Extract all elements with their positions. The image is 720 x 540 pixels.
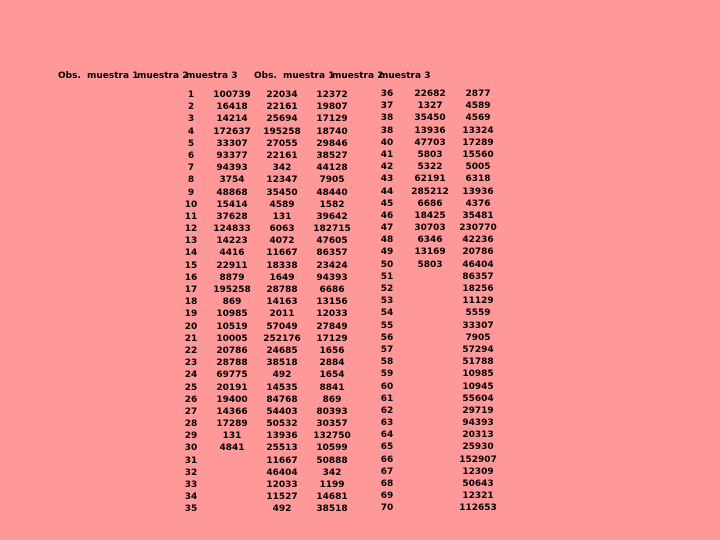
muestra2-value: 2011: [269, 309, 295, 320]
obs-number: 17: [184, 285, 198, 295]
muestra2-value: 57049: [266, 321, 298, 332]
muestra3-value: 4376: [465, 198, 491, 209]
muestra3-value: 112653: [459, 503, 497, 514]
muestra2-value: 6346: [417, 235, 443, 246]
obs-number: 1: [187, 90, 195, 100]
muestra3-value: 6318: [465, 174, 491, 185]
muestra3-value: 48440: [316, 187, 348, 198]
header-muestra1-left: muestra 1: [87, 71, 139, 81]
muestra1-value: 15414: [216, 199, 248, 210]
muestra3-value: 18740: [316, 126, 348, 137]
muestra2-value: 47703: [414, 137, 446, 148]
muestra1-value: 4416: [219, 248, 245, 259]
muestra1-value: 10985: [216, 309, 248, 320]
obs-number: 16: [184, 272, 198, 283]
muestra3-value: 10945: [462, 381, 494, 392]
muestra3-value: 2884: [319, 358, 345, 369]
muestra2-value: 492: [272, 370, 292, 381]
muestra3-value: 1582: [319, 199, 345, 210]
obs-number: 3: [187, 114, 195, 125]
muestra2-value: 6686: [417, 198, 443, 209]
muestra3-value: 25930: [462, 442, 494, 453]
muestra3-value: 39642: [316, 211, 348, 222]
muestra3-value: 6686: [319, 285, 345, 295]
muestra1-value: 33307: [216, 138, 248, 149]
muestra2-value: 5803: [417, 259, 443, 270]
muestra2-value: 22161: [266, 102, 298, 113]
muestra3-value: 2877: [465, 89, 491, 99]
muestra3-value: 38518: [316, 504, 348, 515]
muestra3-value: 1654: [319, 370, 345, 381]
obs-number: 22: [184, 345, 198, 356]
obs-number: 48: [380, 235, 394, 246]
muestra2-value: 11527: [266, 492, 298, 503]
obs-number: 54: [380, 308, 394, 319]
obs-number: 15: [184, 260, 198, 271]
obs-number: 27: [184, 406, 198, 417]
obs-number: 25: [184, 382, 198, 393]
muestra3-value: 57294: [462, 344, 494, 355]
obs-number: 68: [380, 479, 394, 489]
muestra2-value: 4072: [269, 236, 295, 247]
obs-number: 43: [380, 174, 394, 185]
obs-number: 61: [380, 393, 394, 404]
obs-number: 30: [184, 443, 198, 454]
muestra1-value: 10519: [216, 321, 248, 332]
header-muestra3-right: muestra 3: [379, 71, 431, 81]
obs-number: 69: [380, 491, 394, 502]
muestra1-value: 19400: [216, 394, 248, 405]
header-obs-right: Obs.: [254, 71, 277, 81]
muestra2-value: 38518: [266, 358, 298, 369]
obs-number: 11: [184, 211, 198, 222]
obs-number: 32: [184, 467, 198, 478]
muestra2-value: 30703: [414, 223, 446, 234]
muestra3-value: 11129: [462, 296, 494, 307]
muestra1-value: 131: [222, 431, 242, 442]
muestra2-value: 195258: [263, 126, 301, 137]
obs-number: 18: [184, 297, 198, 308]
muestra3-value: 12033: [316, 309, 348, 320]
muestra2-value: 4589: [269, 199, 295, 210]
muestra3-value: 35481: [462, 210, 494, 221]
muestra3-value: 10985: [462, 369, 494, 380]
obs-number: 31: [184, 455, 198, 466]
muestra1-value: 124833: [213, 224, 251, 235]
muestra2-value: 342: [272, 163, 292, 174]
muestra2-value: 25694: [266, 114, 298, 125]
obs-number: 26: [184, 394, 198, 405]
obs-number: 70: [380, 503, 394, 514]
muestra2-value: 11667: [266, 248, 298, 259]
obs-number: 10: [184, 199, 198, 210]
muestra2-value: 22161: [266, 150, 298, 161]
muestra3-value: 5559: [465, 308, 491, 319]
muestra2-value: 22682: [414, 89, 446, 99]
obs-number: 37: [380, 101, 394, 112]
muestra3-value: 20786: [462, 247, 494, 258]
obs-number: 64: [380, 430, 394, 441]
muestra2-value: 13936: [414, 125, 446, 136]
obs-number: 29: [184, 431, 198, 442]
obs-number: 67: [380, 466, 394, 477]
muestra3-value: 12309: [462, 466, 494, 477]
muestra1-value: 14366: [216, 406, 248, 417]
muestra3-value: 5005: [465, 162, 491, 173]
obs-number: 8: [187, 175, 195, 186]
table-header: [0, 71, 720, 85]
obs-number: 35: [184, 504, 198, 515]
muestra3-value: 869: [322, 394, 342, 405]
header-muestra2-right: muestra 2: [332, 71, 384, 81]
muestra3-value: 12372: [316, 90, 348, 100]
obs-number: 62: [380, 405, 394, 416]
muestra3-value: 50888: [316, 455, 348, 466]
muestra3-value: 1656: [319, 345, 345, 356]
muestra3-value: 47605: [316, 236, 348, 247]
muestra3-value: 152907: [459, 454, 497, 465]
obs-number: 5: [187, 138, 195, 149]
header-muestra2-left: muestra 2: [137, 71, 189, 81]
muestra2-value: 54403: [266, 406, 298, 417]
muestra2-value: 13936: [266, 431, 298, 442]
muestra2-value: 27055: [266, 138, 298, 149]
muestra2-value: 25513: [266, 443, 298, 454]
muestra2-value: 1649: [269, 272, 295, 283]
muestra3-value: 12321: [462, 491, 494, 502]
muestra1-value: 4841: [219, 443, 245, 454]
muestra1-value: 37628: [216, 211, 248, 222]
muestra2-value: 11667: [266, 455, 298, 466]
muestra2-value: 252176: [263, 333, 301, 344]
muestra3-value: 46404: [462, 259, 494, 270]
obs-number: 52: [380, 284, 394, 294]
header-muestra1-right: muestra 1: [283, 71, 335, 81]
muestra3-value: 13324: [462, 125, 494, 136]
obs-number: 20: [184, 321, 198, 332]
muestra2-value: 84768: [266, 394, 298, 405]
muestra3-value: 17289: [462, 137, 494, 148]
muestra2-value: 5803: [417, 149, 443, 160]
muestra1-value: 16418: [216, 102, 248, 113]
muestra3-value: 38527: [316, 150, 348, 161]
muestra3-value: 51788: [462, 357, 494, 368]
muestra2-value: 131: [272, 211, 292, 222]
muestra3-value: 13936: [462, 186, 494, 197]
muestra1-value: 195258: [213, 285, 251, 295]
muestra1-value: 93377: [216, 150, 248, 161]
obs-number: 4: [187, 126, 195, 137]
muestra2-value: 6063: [269, 224, 295, 235]
muestra1-value: 869: [222, 297, 242, 308]
muestra2-value: 492: [272, 504, 292, 515]
muestra3-value: 50643: [462, 479, 494, 489]
obs-number: 2: [187, 102, 195, 113]
muestra1-value: 100739: [213, 90, 251, 100]
muestra3-value: 80393: [316, 406, 348, 417]
muestra3-value: 230770: [459, 223, 497, 234]
muestra2-value: 24685: [266, 345, 298, 356]
muestra3-value: 4589: [465, 101, 491, 112]
muestra3-value: 13156: [316, 297, 348, 308]
obs-number: 38: [380, 125, 394, 136]
muestra2-value: 5322: [417, 162, 443, 173]
muestra3-value: 19807: [316, 102, 348, 113]
muestra3-value: 42236: [462, 235, 494, 246]
muestra3-value: 27849: [316, 321, 348, 332]
obs-number: 56: [380, 332, 394, 343]
muestra3-value: 8841: [319, 382, 345, 393]
muestra3-value: 94393: [462, 418, 494, 429]
obs-number: 42: [380, 162, 394, 173]
muestra3-value: 30357: [316, 419, 348, 430]
muestra1-value: 69775: [216, 370, 248, 381]
muestra3-value: 4569: [465, 113, 491, 124]
muestra1-value: 28788: [216, 358, 248, 369]
obs-number: 51: [380, 271, 394, 282]
obs-number: 53: [380, 296, 394, 307]
muestra3-value: 342: [322, 467, 342, 478]
obs-number: 13: [184, 236, 198, 247]
obs-number: 24: [184, 370, 198, 381]
muestra1-value: 20191: [216, 382, 248, 393]
muestra3-value: 86357: [316, 248, 348, 259]
muestra1-value: 22911: [216, 260, 248, 271]
muestra3-value: 55604: [462, 393, 494, 404]
muestra3-value: 20313: [462, 430, 494, 441]
obs-number: 45: [380, 198, 394, 209]
muestra3-value: 29846: [316, 138, 348, 149]
header-muestra3-left: muestra 3: [186, 71, 238, 81]
muestra3-value: 182715: [313, 224, 351, 235]
muestra2-value: 62191: [414, 174, 446, 185]
obs-number: 59: [380, 369, 394, 380]
muestra1-value: 3754: [219, 175, 245, 186]
muestra1-value: 10005: [216, 333, 248, 344]
obs-number: 60: [380, 381, 394, 392]
obs-number: 58: [380, 357, 394, 368]
muestra1-value: 8879: [219, 272, 245, 283]
muestra2-value: 14163: [266, 297, 298, 308]
muestra1-value: 20786: [216, 345, 248, 356]
muestra3-value: 7905: [319, 175, 345, 186]
muestra3-value: 86357: [462, 271, 494, 282]
header-obs-left: Obs.: [58, 71, 81, 81]
muestra3-value: 23424: [316, 260, 348, 271]
muestra1-value: 14214: [216, 114, 248, 125]
muestra3-value: 10599: [316, 443, 348, 454]
obs-number: 63: [380, 418, 394, 429]
obs-number: 49: [380, 247, 394, 258]
obs-number: 44: [380, 186, 394, 197]
obs-number: 9: [187, 187, 195, 198]
obs-number: 28: [184, 419, 198, 430]
muestra2-value: 22034: [266, 90, 298, 100]
muestra2-value: 18425: [414, 210, 446, 221]
muestra2-value: 18338: [266, 260, 298, 271]
obs-number: 38: [380, 113, 394, 124]
muestra3-value: 14681: [316, 492, 348, 503]
muestra2-value: 1327: [417, 101, 443, 112]
muestra3-value: 29719: [462, 405, 494, 416]
muestra3-value: 17129: [316, 333, 348, 344]
muestra2-value: 35450: [414, 113, 446, 124]
muestra3-value: 18256: [462, 284, 494, 294]
muestra2-value: 12347: [266, 175, 298, 186]
obs-number: 55: [380, 320, 394, 331]
muestra3-value: 17129: [316, 114, 348, 125]
muestra3-value: 7905: [465, 332, 491, 343]
muestra2-value: 13169: [414, 247, 446, 258]
obs-number: 65: [380, 442, 394, 453]
muestra3-value: 94393: [316, 272, 348, 283]
muestra2-value: 12033: [266, 480, 298, 490]
obs-number: 33: [184, 480, 198, 490]
obs-number: 41: [380, 149, 394, 160]
muestra3-value: 15560: [462, 149, 494, 160]
obs-number: 66: [380, 454, 394, 465]
muestra2-value: 35450: [266, 187, 298, 198]
obs-number: 6: [187, 150, 195, 161]
obs-number: 46: [380, 210, 394, 221]
muestra2-value: 50532: [266, 419, 298, 430]
muestra1-value: 17289: [216, 419, 248, 430]
muestra3-value: 1199: [319, 480, 345, 490]
obs-number: 57: [380, 344, 394, 355]
muestra3-value: 44128: [316, 163, 348, 174]
obs-number: 19: [184, 309, 198, 320]
obs-number: 40: [380, 137, 394, 148]
obs-number: 7: [187, 163, 195, 174]
muestra1-value: 172637: [213, 126, 251, 137]
muestra2-value: 285212: [411, 186, 449, 197]
muestra1-value: 14223: [216, 236, 248, 247]
obs-number: 21: [184, 333, 198, 344]
obs-number: 47: [380, 223, 394, 234]
muestra1-value: 48868: [216, 187, 248, 198]
muestra2-value: 28788: [266, 285, 298, 295]
obs-number: 14: [184, 248, 198, 259]
muestra1-value: 94393: [216, 163, 248, 174]
muestra3-value: 132750: [313, 431, 351, 442]
muestra2-value: 46404: [266, 467, 298, 478]
muestra2-value: 14535: [266, 382, 298, 393]
obs-number: 23: [184, 358, 198, 369]
obs-number: 12: [184, 224, 198, 235]
obs-number: 36: [380, 89, 394, 99]
obs-number: 50: [380, 259, 394, 270]
muestra3-value: 33307: [462, 320, 494, 331]
obs-number: 34: [184, 492, 198, 503]
